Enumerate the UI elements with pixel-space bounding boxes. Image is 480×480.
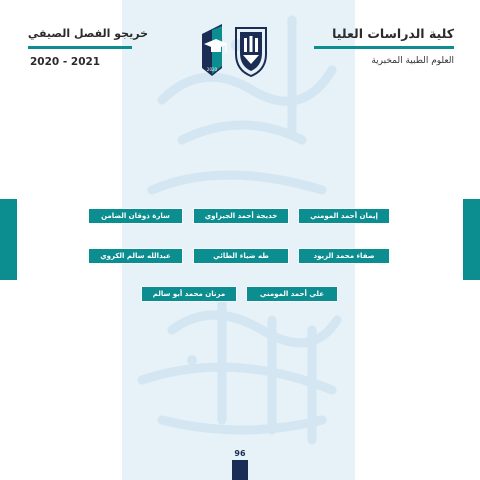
graduate-name-tag: إيمان أحمد المومني bbox=[299, 209, 389, 223]
left-accent-bar bbox=[0, 199, 17, 280]
college-title-rule bbox=[314, 46, 454, 49]
graduates-title: خريجو الفصل الصيفي bbox=[27, 27, 148, 40]
graduates-header bbox=[28, 26, 148, 68]
logos bbox=[198, 20, 278, 82]
college-title: كلية الدراسات العليا bbox=[332, 26, 454, 41]
graduate-name-tag: سارة ذوقان الضامن bbox=[89, 209, 182, 223]
college-header bbox=[314, 26, 454, 66]
graduate-name-tag: عبدالله سالم الكروي bbox=[89, 249, 182, 263]
graduate-name-tag: صفاء محمد الزيود bbox=[299, 249, 389, 263]
emblem-year: 2020 bbox=[206, 67, 218, 72]
right-accent-bar bbox=[463, 199, 480, 280]
academic-years: 2020 - 2021 bbox=[30, 56, 101, 68]
graduate-name-tag: مرنان محمد أبو سالم bbox=[142, 287, 236, 301]
graduation-cap-emblem-icon bbox=[202, 24, 228, 76]
graduate-name-tag: علي أحمد المومني bbox=[247, 287, 337, 301]
graduate-name-tag: خديجة أحمد الجيزاوي bbox=[194, 209, 288, 223]
graduates-title-rule bbox=[28, 46, 132, 49]
page-number: 96 bbox=[226, 448, 254, 460]
university-crest-icon bbox=[236, 28, 266, 76]
graduate-name-tag: طه ضياء الطائي bbox=[194, 249, 288, 263]
department-name: العلوم الطبية المخبرية bbox=[371, 56, 454, 66]
